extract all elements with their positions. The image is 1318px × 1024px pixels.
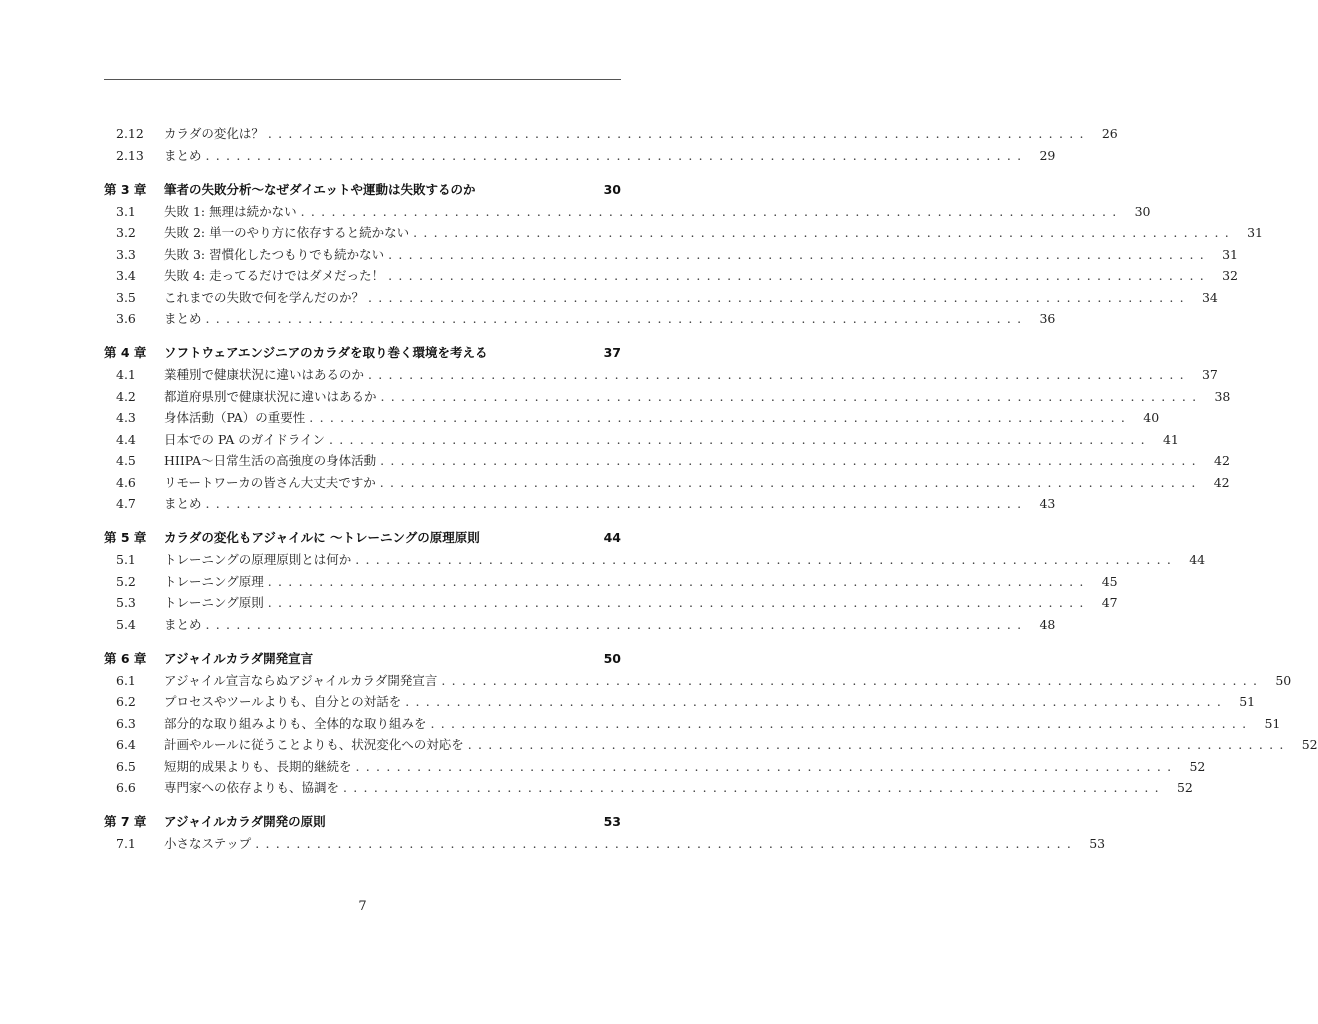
toc-section-entry[interactable] [104,429,1179,451]
entry-number: 第 4 章 [104,345,147,360]
entry-number: 5.4 [116,616,136,632]
dot-leader: ................................................................................ [380,388,1203,404]
dot-leader: ................................................................................ [388,268,1210,283]
entry-title: 失敗 4: 走ってるだけではダメだった！ [164,268,385,283]
entry-page: 53 [603,814,621,829]
toc-section-entry[interactable] [104,201,1151,223]
entry-title: 失敗 3: 習慣化したつもりでも続かない [164,246,385,262]
entry-number: 5.3 [116,595,136,610]
toc-section-entry[interactable] [104,222,1263,244]
entry-title: 業種別で健康状況に違いはあるのか [164,367,365,382]
entry-page: 44 [1189,552,1206,567]
entry-title: 日本での PA のガイドライン [164,431,325,447]
entry-number: 5.2 [116,573,136,589]
dot-leader: ................................................................................ [205,496,1028,511]
entry-title: これまでの失敗で何を学んだのか？ [164,289,365,305]
toc-section-entry[interactable] [104,244,1238,266]
dot-leader: ................................................................................ [300,203,1123,219]
entry-page: 51 [1239,694,1256,709]
entry-page: 42 [1214,453,1230,468]
entry-page: 37 [603,345,621,360]
dot-leader: ................................................................................ [309,410,1132,425]
entry-number: 第 6 章 [104,650,147,666]
dot-leader: ................................................................................ [368,289,1190,305]
entry-number: 第 3 章 [104,181,147,197]
entry-title: カラダの変化もアジャイルに 〜トレーニングの原理原則 [164,530,480,545]
entry-title: まとめ [164,147,202,163]
entry-page: 30 [603,181,621,197]
toc-section-entry[interactable] [104,287,1218,309]
toc-section-entry[interactable] [104,123,1118,145]
entry-number: 2.12 [116,126,144,141]
toc-section-entry[interactable] [104,713,1281,735]
entry-page: 30 [1134,203,1151,219]
entry-number: 第 7 章 [104,814,147,829]
entry-page: 31 [1222,246,1238,262]
entry-title: 小さなステップ [164,836,252,851]
entry-number: 3.5 [116,289,136,305]
entry-title: まとめ [164,616,202,632]
entry-title: 筆者の失敗分析〜なぜダイエットや運動は失敗するのか [164,181,476,197]
dot-leader: ................................................................................ [267,126,1090,141]
dot-leader: ................................................................................ [430,715,1253,731]
entry-title: アジャイルカラダ開発宣言 [164,650,314,666]
entry-title: 都道府県別で健康状況に違いはあるか [164,388,377,404]
toc-chapter-entry[interactable] [104,179,621,201]
entry-title: 計画やルールに従うことよりも、状況変化への対応を [164,737,464,752]
entry-number: 6.5 [116,758,136,774]
dot-leader: ................................................................................ [355,758,1178,774]
entry-page: 53 [1089,836,1106,851]
entry-title: トレーニングの原理原則とは何か [164,552,352,567]
entry-number: 4.3 [116,410,136,425]
entry-title: 身体活動（PA）の重要性 [164,410,306,425]
entry-page: 41 [1162,431,1179,447]
dot-leader: ................................................................................ [380,453,1202,468]
toc-section-entry[interactable] [104,756,1206,778]
toc-section-entry[interactable] [104,386,1231,408]
entry-page: 40 [1143,410,1160,425]
entry-title: まとめ [164,496,202,511]
entry-number: 4.7 [116,496,136,511]
entry-number: 3.1 [116,203,136,219]
entry-number: 3.3 [116,246,136,262]
entry-title: 失敗 2: 単一のやり方に依存すると続かない [164,225,410,240]
entry-number: 3.6 [116,311,136,326]
toc-section-entry[interactable] [104,493,1056,515]
entry-page: 38 [1214,388,1231,404]
toc-chapter-entry[interactable] [104,527,621,549]
toc-section-entry[interactable] [104,364,1218,386]
toc-section-entry[interactable] [104,308,1056,330]
toc-section-entry[interactable] [104,265,1238,287]
dot-leader: ................................................................................ [255,836,1078,851]
entry-page: 29 [1039,147,1056,163]
entry-page: 34 [1201,289,1218,305]
entry-page: 31 [1247,225,1263,240]
entry-title: ソフトウェアエンジニアのカラダを取り巻く環境を考える [164,345,488,360]
entry-title: 短期的成果よりも、長期的継続を [164,758,352,774]
dot-leader: ................................................................................ [368,367,1190,382]
entry-title: アジャイル宣言ならぬアジャイルカラダ開発宣言 [164,672,438,688]
entry-page: 26 [1101,126,1118,141]
toc-section-entry[interactable] [104,777,1193,799]
entry-page: 44 [603,530,621,545]
entry-page: 52 [1176,780,1193,795]
toc-section-entry[interactable] [104,734,1318,756]
entry-number: 4.1 [116,367,136,382]
entry-number: 6.4 [116,737,136,752]
table-of-contents [104,123,1318,855]
entry-number: 5.1 [116,552,136,567]
entry-page: 47 [1101,595,1118,610]
dot-leader: ................................................................................ [379,474,1202,490]
toc-section-entry[interactable] [104,145,1056,167]
entry-number: 4.2 [116,388,136,404]
dot-leader: ................................................................................ [405,694,1228,709]
dot-leader: ................................................................................ [388,246,1210,262]
dot-leader: ................................................................................ [329,431,1151,447]
page-number: 7 [358,899,367,914]
entry-title: 専門家への依存よりも、協調を [164,780,340,795]
toc-chapter-entry[interactable] [104,811,621,833]
dot-leader: ................................................................................ [413,225,1235,240]
entry-number: 3.2 [116,225,136,240]
dot-leader: ................................................................................ [267,573,1090,589]
dot-leader: ................................................................................ [467,737,1290,752]
toc-section-entry[interactable] [104,549,1206,571]
entry-number: 第 5 章 [104,530,147,545]
toc-section-entry[interactable] [104,407,1160,429]
entry-page: 50 [1275,672,1292,688]
entry-page: 45 [1101,573,1118,589]
entry-title: カラダの変化は？ [164,126,264,141]
dot-leader: ................................................................................ [355,552,1178,567]
entry-title: まとめ [164,311,202,326]
entry-page: 36 [1039,311,1056,326]
entry-page: 52 [1301,737,1318,752]
entry-page: 50 [603,650,621,666]
entry-page: 51 [1264,715,1281,731]
toc-section-entry[interactable] [104,450,1230,472]
toc-section-entry[interactable] [104,833,1106,855]
toc-chapter-entry[interactable] [104,342,621,364]
header-rule [104,79,621,80]
entry-page: 48 [1039,616,1056,632]
entry-title: 部分的な取り組みよりも、全体的な取り組みを [164,715,427,731]
entry-title: トレーニング原則 [164,595,264,610]
entry-number: 2.13 [116,147,144,163]
entry-number: 6.3 [116,715,136,731]
toc-chapter-entry[interactable] [104,648,621,670]
entry-title: トレーニング原理 [164,573,264,589]
entry-page: 43 [1039,496,1056,511]
entry-number: 4.4 [116,431,136,447]
toc-section-entry[interactable] [104,592,1118,614]
dot-leader: ................................................................................ [205,311,1028,326]
entry-page: 42 [1213,474,1230,490]
toc-section-entry[interactable] [104,670,1292,692]
toc-section-entry[interactable] [104,691,1256,713]
entry-number: 4.5 [116,453,136,468]
entry-title: リモートワーカの皆さん大丈夫ですか [164,474,376,490]
entry-page: 32 [1222,268,1238,283]
entry-number: 6.2 [116,694,136,709]
dot-leader: ................................................................................ [441,672,1264,688]
entry-page: 37 [1201,367,1218,382]
entry-number: 3.4 [116,268,136,283]
entry-number: 6.1 [116,672,136,688]
dot-leader: ................................................................................ [205,616,1028,632]
entry-number: 7.1 [116,836,136,851]
dot-leader: ................................................................................ [205,147,1028,163]
toc-section-entry[interactable] [104,472,1230,494]
entry-title: アジャイルカラダ開発の原則 [164,814,326,829]
entry-title: HIIPA〜日常生活の高強度の身体活動 [164,453,377,468]
toc-section-entry[interactable] [104,571,1118,593]
entry-page: 52 [1189,758,1206,774]
toc-section-entry[interactable] [104,614,1056,636]
entry-number: 4.6 [116,474,136,490]
dot-leader: ................................................................................ [343,780,1165,795]
entry-number: 6.6 [116,780,136,795]
entry-title: 失敗 1: 無理は続かない [164,203,297,219]
dot-leader: ................................................................................ [267,595,1090,610]
entry-title: プロセスやツールよりも、自分との対話を [164,694,402,709]
